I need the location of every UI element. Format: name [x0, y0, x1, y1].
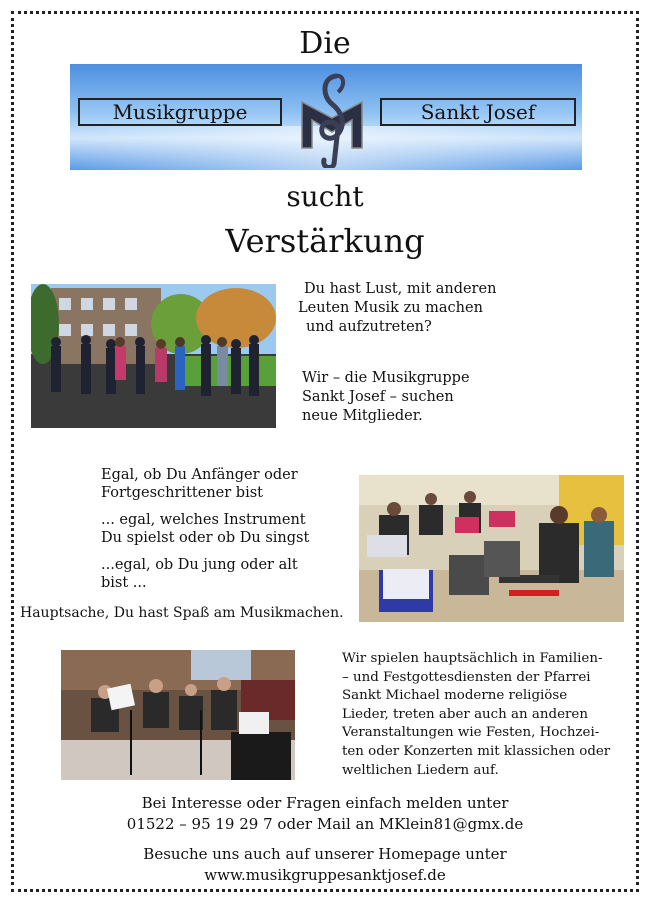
- egal-line: ... egal, welches Instrument: [101, 512, 306, 528]
- group-logo-banner: [70, 64, 582, 170]
- photo-rehearsal: [359, 475, 624, 622]
- contact-line-1: Bei Interesse oder Fragen einfach melden unter: [141, 794, 509, 812]
- repertoire-text: [342, 650, 637, 780]
- intro-line: Du hast Lust, mit anderen: [304, 281, 497, 297]
- banner-label-sankt-josef: Sankt Josef: [380, 98, 576, 126]
- treble-clef-logo-icon: [292, 68, 372, 168]
- banner-label-musikgruppe: Musikgruppe: [78, 98, 282, 126]
- repertoire-line: Wir spielen hauptsächlich in Familien-: [342, 651, 603, 666]
- repertoire-line: Sankt Michael moderne religiöse: [342, 688, 568, 704]
- photo-group-outdoors: [31, 284, 276, 428]
- repertoire-line: Lieder, treten aber auch an anderen: [342, 706, 588, 722]
- members-line: Sankt Josef – suchen: [302, 389, 454, 405]
- title-die: Die: [299, 26, 351, 61]
- intro-line: Leuten Musik zu machen: [298, 300, 483, 316]
- repertoire-line: Veranstaltungen wie Festen, Hochzei-: [342, 725, 600, 741]
- repertoire-line: weltlichen Liedern auf.: [342, 762, 499, 778]
- photo-band-performing: [61, 650, 295, 780]
- hauptsache-line: Hauptsache, Du hast Spaß am Musikmachen.: [20, 605, 344, 621]
- intro-text: [298, 280, 538, 337]
- members-line: Wir – die Musikgruppe: [302, 370, 470, 386]
- subtitle-verstaerkung: Verstärkung: [225, 222, 425, 260]
- egal-line: ...egal, ob Du jung oder alt: [101, 557, 298, 573]
- members-text: [302, 369, 542, 426]
- subtitle-sucht: sucht: [286, 180, 364, 213]
- repertoire-line: – und Festgottesdiensten der Pfarrei: [342, 669, 591, 685]
- homepage-link[interactable]: www.musikgruppesanktjosef.de: [204, 866, 446, 884]
- egal-text: [101, 466, 351, 592]
- egal-line: Du spielst oder ob Du singst: [101, 530, 310, 546]
- members-line: neue Mitglieder.: [302, 408, 423, 424]
- egal-line: bist ...: [101, 575, 147, 591]
- egal-line: Fortgeschrittener bist: [101, 485, 263, 501]
- homepage-line-1: Besuche uns auch auf unserer Homepage unter: [143, 845, 507, 863]
- repertoire-line: ten oder Konzerten mit klassichen oder: [342, 743, 611, 759]
- contact-line-2[interactable]: 01522 – 95 19 29 7 oder Mail an MKlein81@gmx.de: [126, 815, 524, 833]
- egal-line: Egal, ob Du Anfänger oder: [101, 467, 298, 483]
- intro-line: und aufzutreten?: [306, 319, 432, 335]
